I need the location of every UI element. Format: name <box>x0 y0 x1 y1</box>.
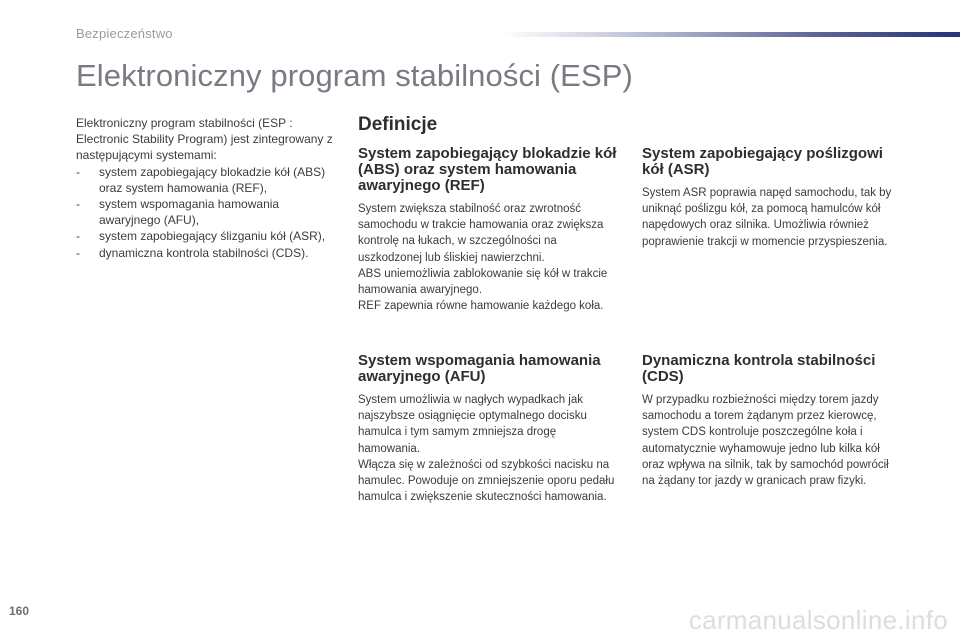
definitions-heading: Definicje <box>358 114 438 135</box>
list-item: - dynamiczna kontrola stabilności (CDS). <box>76 245 309 260</box>
abs-title: System zapobiegający blokadzie kół (ABS) oraz system hamowania awaryjnego (REF) <box>358 145 617 194</box>
afu-text-1: System umożliwia w nagłych wypadkach jak najszybsze osiągnięcie optymalnego docisku hamulca i tym samym zmniejsza drogę hamowania. <box>358 394 587 455</box>
afu-text-2: Włącza się w zależności od szybkości nacisku na hamulec. Powoduje on zmniejszenie oporu pedału hamulca i zwiększenie skuteczności hamowania. <box>358 458 615 504</box>
page-title: Elektroniczny program stabilności (ESP) <box>76 58 633 93</box>
intro-column <box>76 115 338 261</box>
cds-text: W przypadku rozbieżności między torem jazdy samochodu a torem żądanym przez kierowcę, system CDS kontroluje poszczególne koła i automatycznie wyhamowuje jedno lub kilka kół oraz wpływa na silnik, tak by samochód powrócił na żądany tor jazdy w granicach praw fizyki. <box>642 394 889 488</box>
cds-section <box>642 353 904 489</box>
list-item: - system wspomagania hamowania awaryjnego (AFU), <box>76 197 280 228</box>
dash-bullet: - <box>76 245 80 260</box>
dash-bullet: - <box>76 197 80 212</box>
abs-text-2: ABS uniemożliwia zablokowanie się kół w trakcie hamowania awaryjnego. <box>358 267 608 297</box>
asr-title: System zapobiegający poślizgowi kół (ASR) <box>642 145 883 178</box>
cds-title: Dynamiczna kontrola stabilności (CDS) <box>642 352 876 385</box>
header-accent-bar <box>500 32 960 37</box>
intro-paragraph: Elektroniczny program stabilności (ESP : Electronic Stability Program) jest zintegrowany z następującymi systemami: <box>76 116 333 163</box>
abs-text-3: REF zapewnia równe hamowanie każdego koła. <box>358 300 604 313</box>
section-label: Bezpieczeństwo <box>76 26 173 41</box>
afu-section <box>358 353 618 505</box>
abs-text-1: System zwiększa stabilność oraz zwrotność samochodu w trakcie hamowania oraz zwiększa kontrolę na łukach, w szczególności na uszkodzonej lub śliskiej nawierzchni. <box>358 203 604 264</box>
dash-bullet: - <box>76 229 80 244</box>
page-number: 160 <box>9 604 30 618</box>
list-item: - system zapobiegający blokadzie kół (ABS) oraz system hamowania (REF), <box>76 164 326 195</box>
afu-title: System wspomagania hamowania awaryjnego (AFU) <box>358 352 601 385</box>
dash-bullet: - <box>76 164 80 179</box>
list-item: - system zapobiegający ślizganiu kół (ASR), <box>76 229 326 244</box>
asr-text: System ASR poprawia napęd samochodu, tak by uniknąć poślizgu kół, za pomocą hamulców kół napędowych oraz silnika. Umożliwia również poprawienie trakcji w momencie przyspieszenia. <box>642 187 892 248</box>
intro-system-list <box>76 164 338 261</box>
watermark: carmanualsonline.info <box>688 605 948 635</box>
abs-section <box>358 146 618 314</box>
asr-section <box>642 146 902 250</box>
